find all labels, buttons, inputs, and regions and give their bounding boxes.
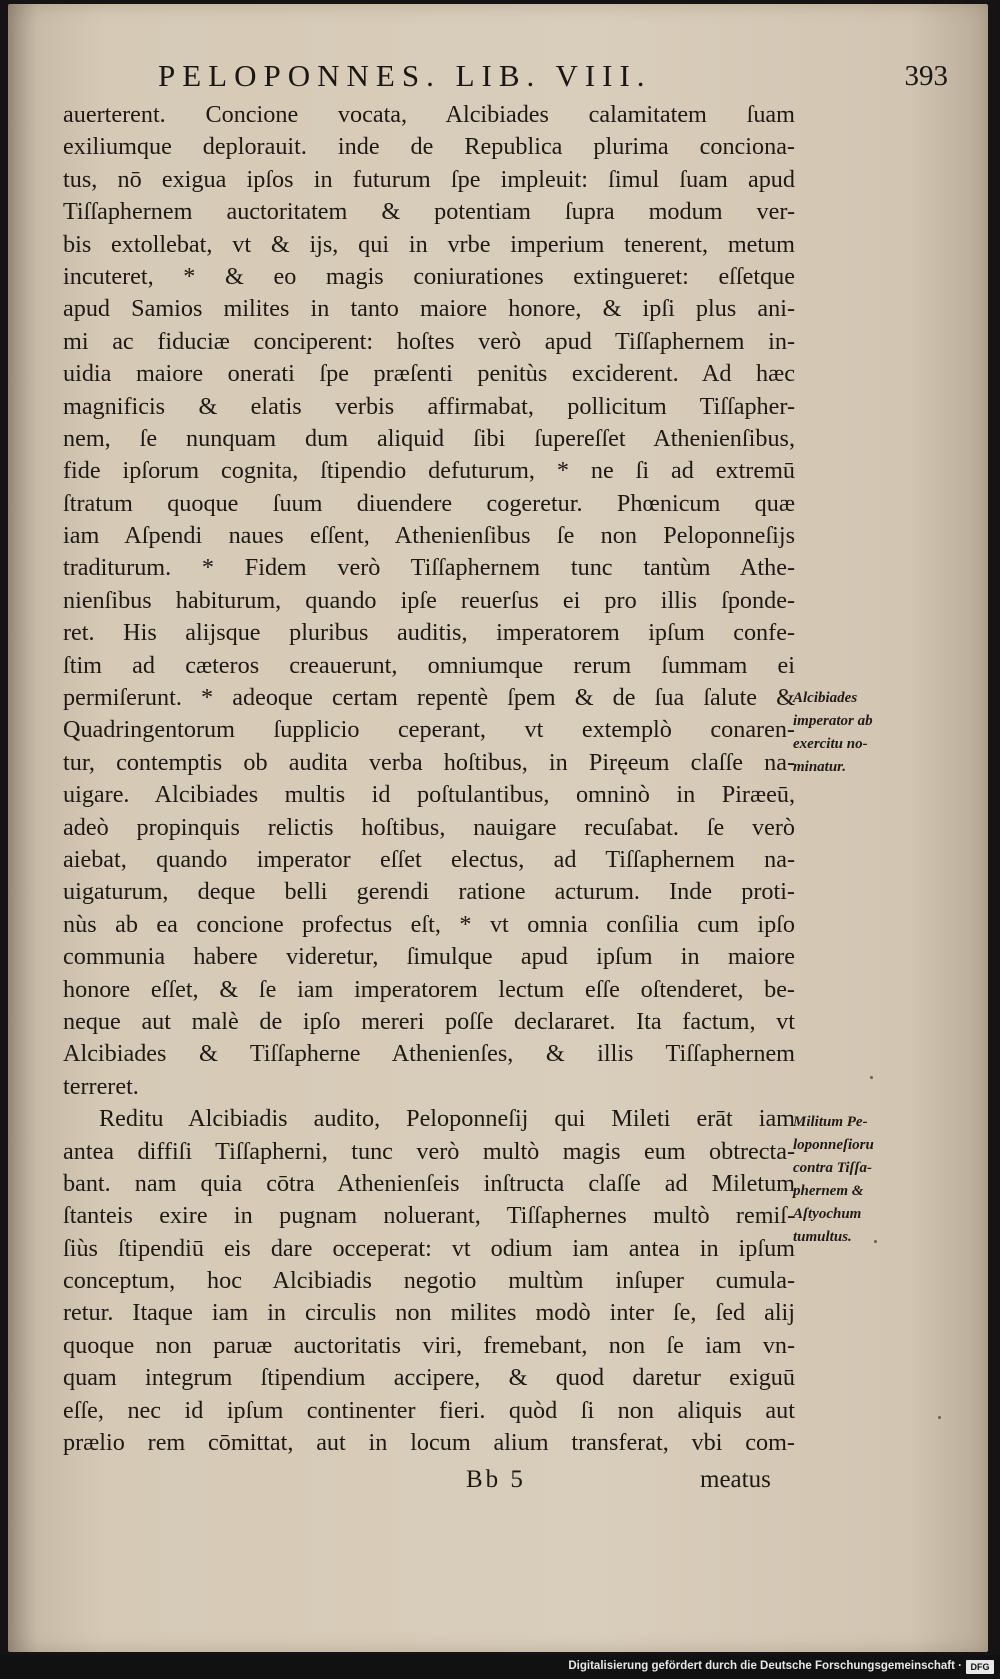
catchword: meatus [700, 1466, 771, 1493]
text-line: quoque non paruæ auctoritatis viri, fremebant, non ſe iam vn- [63, 1331, 795, 1359]
margin-note-line: Aſtyochum [793, 1206, 862, 1222]
margin-note-line: Militum Pe- [793, 1114, 868, 1130]
text-line: tus, nō exigua ipſos in futurum ſpe impleuit: ſimul ſuam apud [63, 165, 795, 193]
page-header [158, 58, 948, 98]
margin-note-alcibiades [793, 687, 923, 779]
text-line: nem, ſe nunquam dum aliquid ſibi ſupereſſet Athenienſibus, [63, 424, 795, 452]
text-line: ſiùs ſtipendiū eis dare occeperat: vt odium iam antea in ipſum [63, 1234, 795, 1262]
text-line: ſtim ad cæteros creauerunt, omniumque rerum ſummam ei [63, 651, 795, 679]
margin-note-line: phernem & [793, 1183, 864, 1199]
text-line: terreret. [63, 1072, 139, 1100]
text-line: permiſerunt. * adeoque certam repentè ſpem & de ſua ſalute & [63, 684, 795, 712]
text-line: uigare. Alcibiades multis id poſtulantibus, omninò in Piræeū, [63, 781, 795, 809]
dfg-logo-icon: DFG [966, 1660, 994, 1674]
margin-note-militum [793, 1111, 923, 1249]
text-line: Reditu Alcibiadis audito, Peloponneſij qui Mileti erāt iam [99, 1105, 795, 1133]
text-line: Quadringentorum ſupplicio ceperant, vt extemplò conaren- [63, 716, 795, 744]
text-line: aiebat, quando imperator eſſet electus, ad Tiſſaphernem na- [63, 845, 795, 873]
text-line: antea diffiſi Tiſſapherni, tunc verò multò magis eum obtrecta- [63, 1137, 795, 1165]
text-line: traditurum. * Fidem verò Tiſſaphernem tunc tantùm Athe- [63, 554, 795, 582]
margin-note-line: imperator ab [793, 713, 873, 729]
text-line: Tiſſaphernem auctoritatem & potentiam ſupra modum ver- [63, 198, 795, 226]
running-head: PELOPONNES. LIB. VIII. [158, 58, 652, 93]
text-line: ret. His alijsque pluribus auditis, imperatorem ipſum confe- [63, 619, 795, 647]
text-line: communia habere videretur, ſimulque apud ipſum in maiore [63, 943, 795, 971]
text-line: conceptum, hoc Alcibiadis negotio multùm inſuper cumula- [63, 1267, 795, 1295]
text-line: apud Samios milites in tanto maiore honore, & ipſi plus ani- [63, 295, 795, 323]
text-line: tur, contemptis ob audita verba hoſtibus, in Piręeum claſſe na- [63, 748, 795, 776]
body-text [63, 99, 795, 1459]
margin-note-line: contra Tiſſa- [793, 1160, 873, 1176]
paper-speck [874, 1240, 877, 1243]
text-line: iam Aſpendi naues eſſent, Athenienſibus ſe non Peloponneſijs [63, 522, 795, 550]
text-line: auerterent. Concione vocata, Alcibiades calamitatem ſuam [63, 101, 795, 128]
text-line: bant. nam quia cōtra Athenienſeis inſtructa claſſe ad Miletum [63, 1169, 795, 1197]
margin-note-line: exercitu no- [793, 736, 868, 752]
text-line: uidia maiore onerati ſpe præſenti penitùs exciderent. Ad hæc [63, 360, 795, 388]
text-line: uigaturum, deque belli gerendi ratione acturum. Inde proti- [63, 878, 795, 906]
credit-text: Digitalisierung gefördert durch die Deutsche Forschungsgemeinschaft · [568, 1660, 962, 1672]
text-line: incuteret, * & eo magis coniurationes extingueret: eſſetque [63, 262, 795, 290]
text-line: ſtanteis exire in pugnam noluerant, Tiſſaphernes multò remiſ- [63, 1202, 795, 1230]
text-line: ſtratum quoque ſuum diuendere cogeretur. Phœnicum quæ [63, 489, 795, 517]
text-line: bis extollebat, vt & ijs, qui in vrbe imperium tenerent, metum [63, 230, 795, 258]
page-number: 393 [904, 60, 948, 92]
text-line: retur. Itaque iam in circulis non milites modò inter ſe, ſed alij [63, 1299, 795, 1327]
text-line: adeò propinquis relictis hoſtibus, nauigare recuſabat. ſe verò [63, 813, 795, 841]
text-line: honore eſſet, & ſe iam imperatorem lectum eſſe oſtenderet, be- [63, 975, 795, 1003]
paper-speck [938, 1416, 941, 1419]
margin-note-line: Alcibiades [793, 690, 858, 706]
signature-mark: Bb 5 [466, 1466, 526, 1493]
text-line: nienſibus habiturum, quando ipſe reuerſus ei pro illis ſponde- [63, 586, 795, 614]
text-line: neque aut malè de ipſo mereri poſſe declararet. Ita factum, vt [63, 1007, 795, 1035]
text-line: eſſe, nec id ipſum continenter fieri. quòd ſi non aliquis aut [63, 1396, 795, 1424]
text-line: magnificis & elatis verbis affirmabat, pollicitum Tiſſapher- [63, 392, 795, 420]
text-line: Alcibiades & Tiſſapherne Athenienſes, & illis Tiſſaphernem [63, 1040, 795, 1068]
margin-note-line: tumultus. [793, 1229, 852, 1245]
margin-note-line: minatur. [793, 759, 846, 775]
text-line: fide ipſorum cognita, ſtipendio defuturum, * ne ſi ad extremū [63, 457, 795, 485]
paper-speck [870, 1076, 873, 1079]
margin-note-line: loponneſioru [793, 1137, 874, 1153]
text-line: exiliumque deplorauit. inde de Republica plurima concionа- [63, 133, 795, 161]
text-line: nùs ab ea concione profectus eſt, * vt omnia conſilia cum ipſo [63, 910, 795, 938]
book-page [8, 4, 988, 1652]
text-line: prælio rem cōmittat, aut in locum alium transferat, vbi com- [63, 1429, 795, 1457]
credit-bar [0, 1655, 1000, 1679]
text-line: mi ac fiduciæ conciperent: hoſtes verò apud Tiſſaphernem in- [63, 327, 795, 355]
text-line: quam integrum ſtipendium accipere, & quod daretur exiguū [63, 1364, 795, 1392]
